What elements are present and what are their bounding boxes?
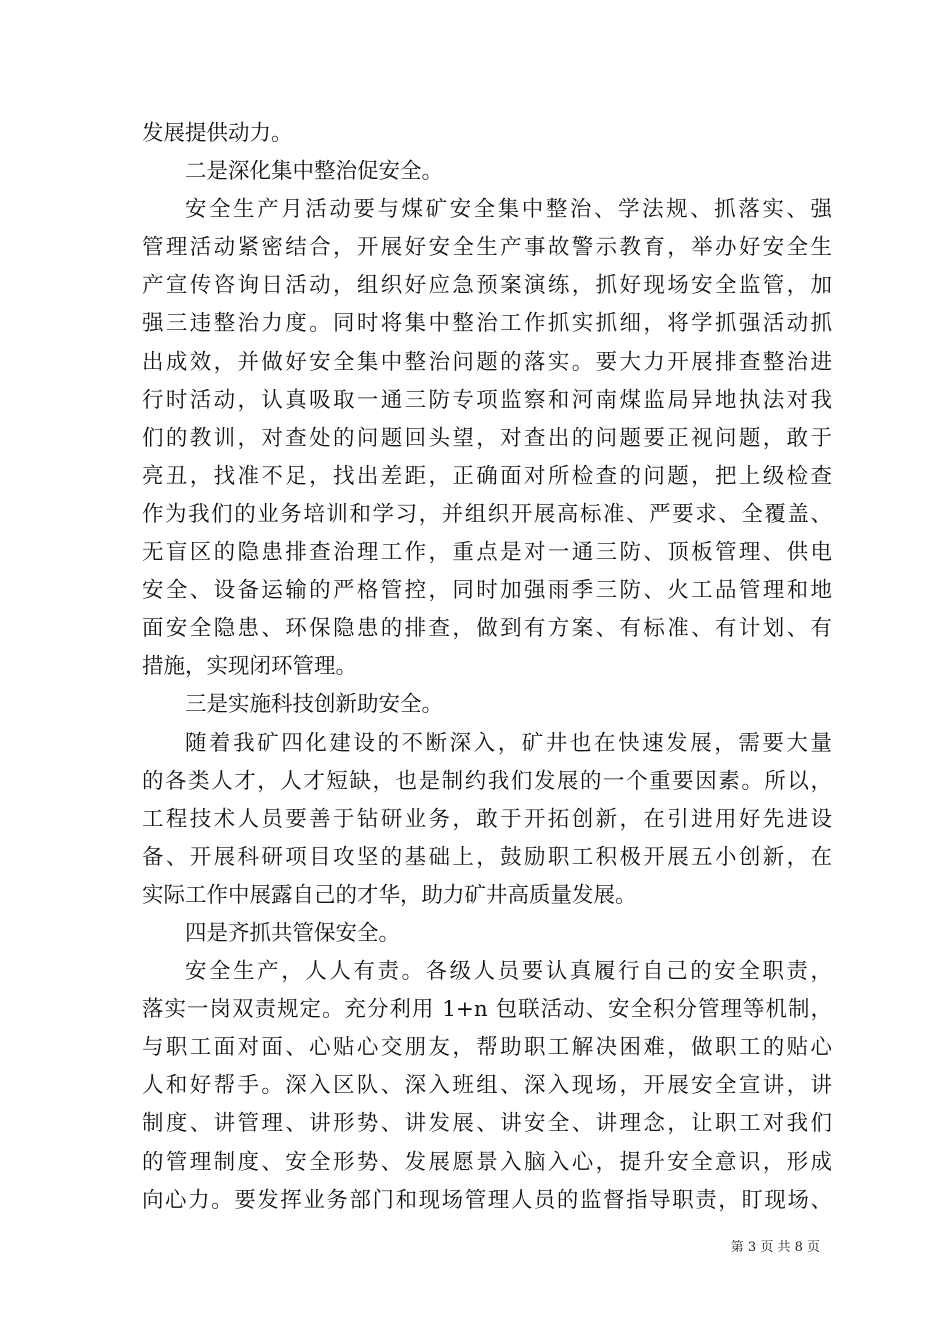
text-line: 安全生产，人人有责。各级人员要认真履行自己的安全职责， [185,959,832,985]
text-line: 人和好帮手。深入区队、深入班组、深入现场，开展安全宣讲，讲 [142,1073,832,1099]
text-line: 四是齐抓共管保安全。 [185,920,401,946]
body-text [142,115,832,1220]
text-line: 二是深化集中整治促安全。 [185,159,444,185]
text-line: 发展提供动力。 [142,121,293,146]
text-line: 制度、讲管理、讲形势、讲发展、讲安全、讲理念，让职工对我们 [142,1111,832,1137]
text-line: 出成效，并做好安全集中整治问题的落实。要大力开展排查整治进 [142,349,832,375]
text-line: 实际工作中展露自己的才华，助力矿井高质量发展。 [142,882,637,908]
text-line: 作为我们的业务培训和学习，并组织开展高标准、严要求、全覆盖、 [142,501,832,527]
text-line: 的管理制度、安全形势、发展愿景入脑入心，提升安全意识，形成 [142,1149,832,1175]
text-line: 备、开展科研项目攻坚的基础上，鼓励职工积极开展五小创新，在 [142,844,832,870]
text-line: 工程技术人员要善于钻研业务，敢于开拓创新，在引进用好先进设 [142,806,832,832]
text-line: 管理活动紧密结合，开展好安全生产事故警示教育，举办好安全生 [142,235,832,261]
text-line: 的各类人才，人才短缺，也是制约我们发展的一个重要因素。所以， [142,768,832,794]
text-line: 无盲区的隐患排查治理工作，重点是对一通三防、顶板管理、供电 [142,540,832,566]
text-line: 们的教训，对查处的问题回头望，对查出的问题要正视问题，敢于 [142,425,832,451]
text-line: 落实一岗双责规定。充分利用 1+n 包联活动、安全积分管理等机制， [142,997,832,1023]
text-line: 向心力。要发挥业务部门和现场管理人员的监督指导职责，盯现场、 [142,1187,832,1213]
text-line: 三是实施科技创新助安全。 [185,692,444,718]
text-line: 亮丑，找准不足，找出差距，正确面对所检查的问题，把上级检查 [142,463,832,489]
text-line: 产宣传咨询日活动，组织好应急预案演练，抓好现场安全监管，加 [142,273,832,299]
text-line: 随着我矿四化建设的不断深入，矿井也在快速发展，需要大量 [185,730,832,756]
text-line: 措施，实现闭环管理。 [142,654,358,680]
text-line: 面安全隐患、环保隐患的排查，做到有方案、有标准、有计划、有 [142,616,832,642]
page-number: 第 3 页 共 8 页 [730,1240,820,1255]
text-line: 强三违整治力度。同时将集中整治工作抓实抓细，将学抓强活动抓 [142,311,832,337]
text-line: 与职工面对面、心贴心交朋友，帮助职工解决困难，做职工的贴心 [142,1035,832,1061]
text-line: 安全、设备运输的严格管控，同时加强雨季三防、火工品管理和地 [142,578,832,604]
text-line: 行时活动，认真吸取一通三防专项监察和河南煤监局异地执法对我 [142,387,832,413]
text-line: 安全生产月活动要与煤矿安全集中整治、学法规、抓落实、强 [185,197,832,223]
